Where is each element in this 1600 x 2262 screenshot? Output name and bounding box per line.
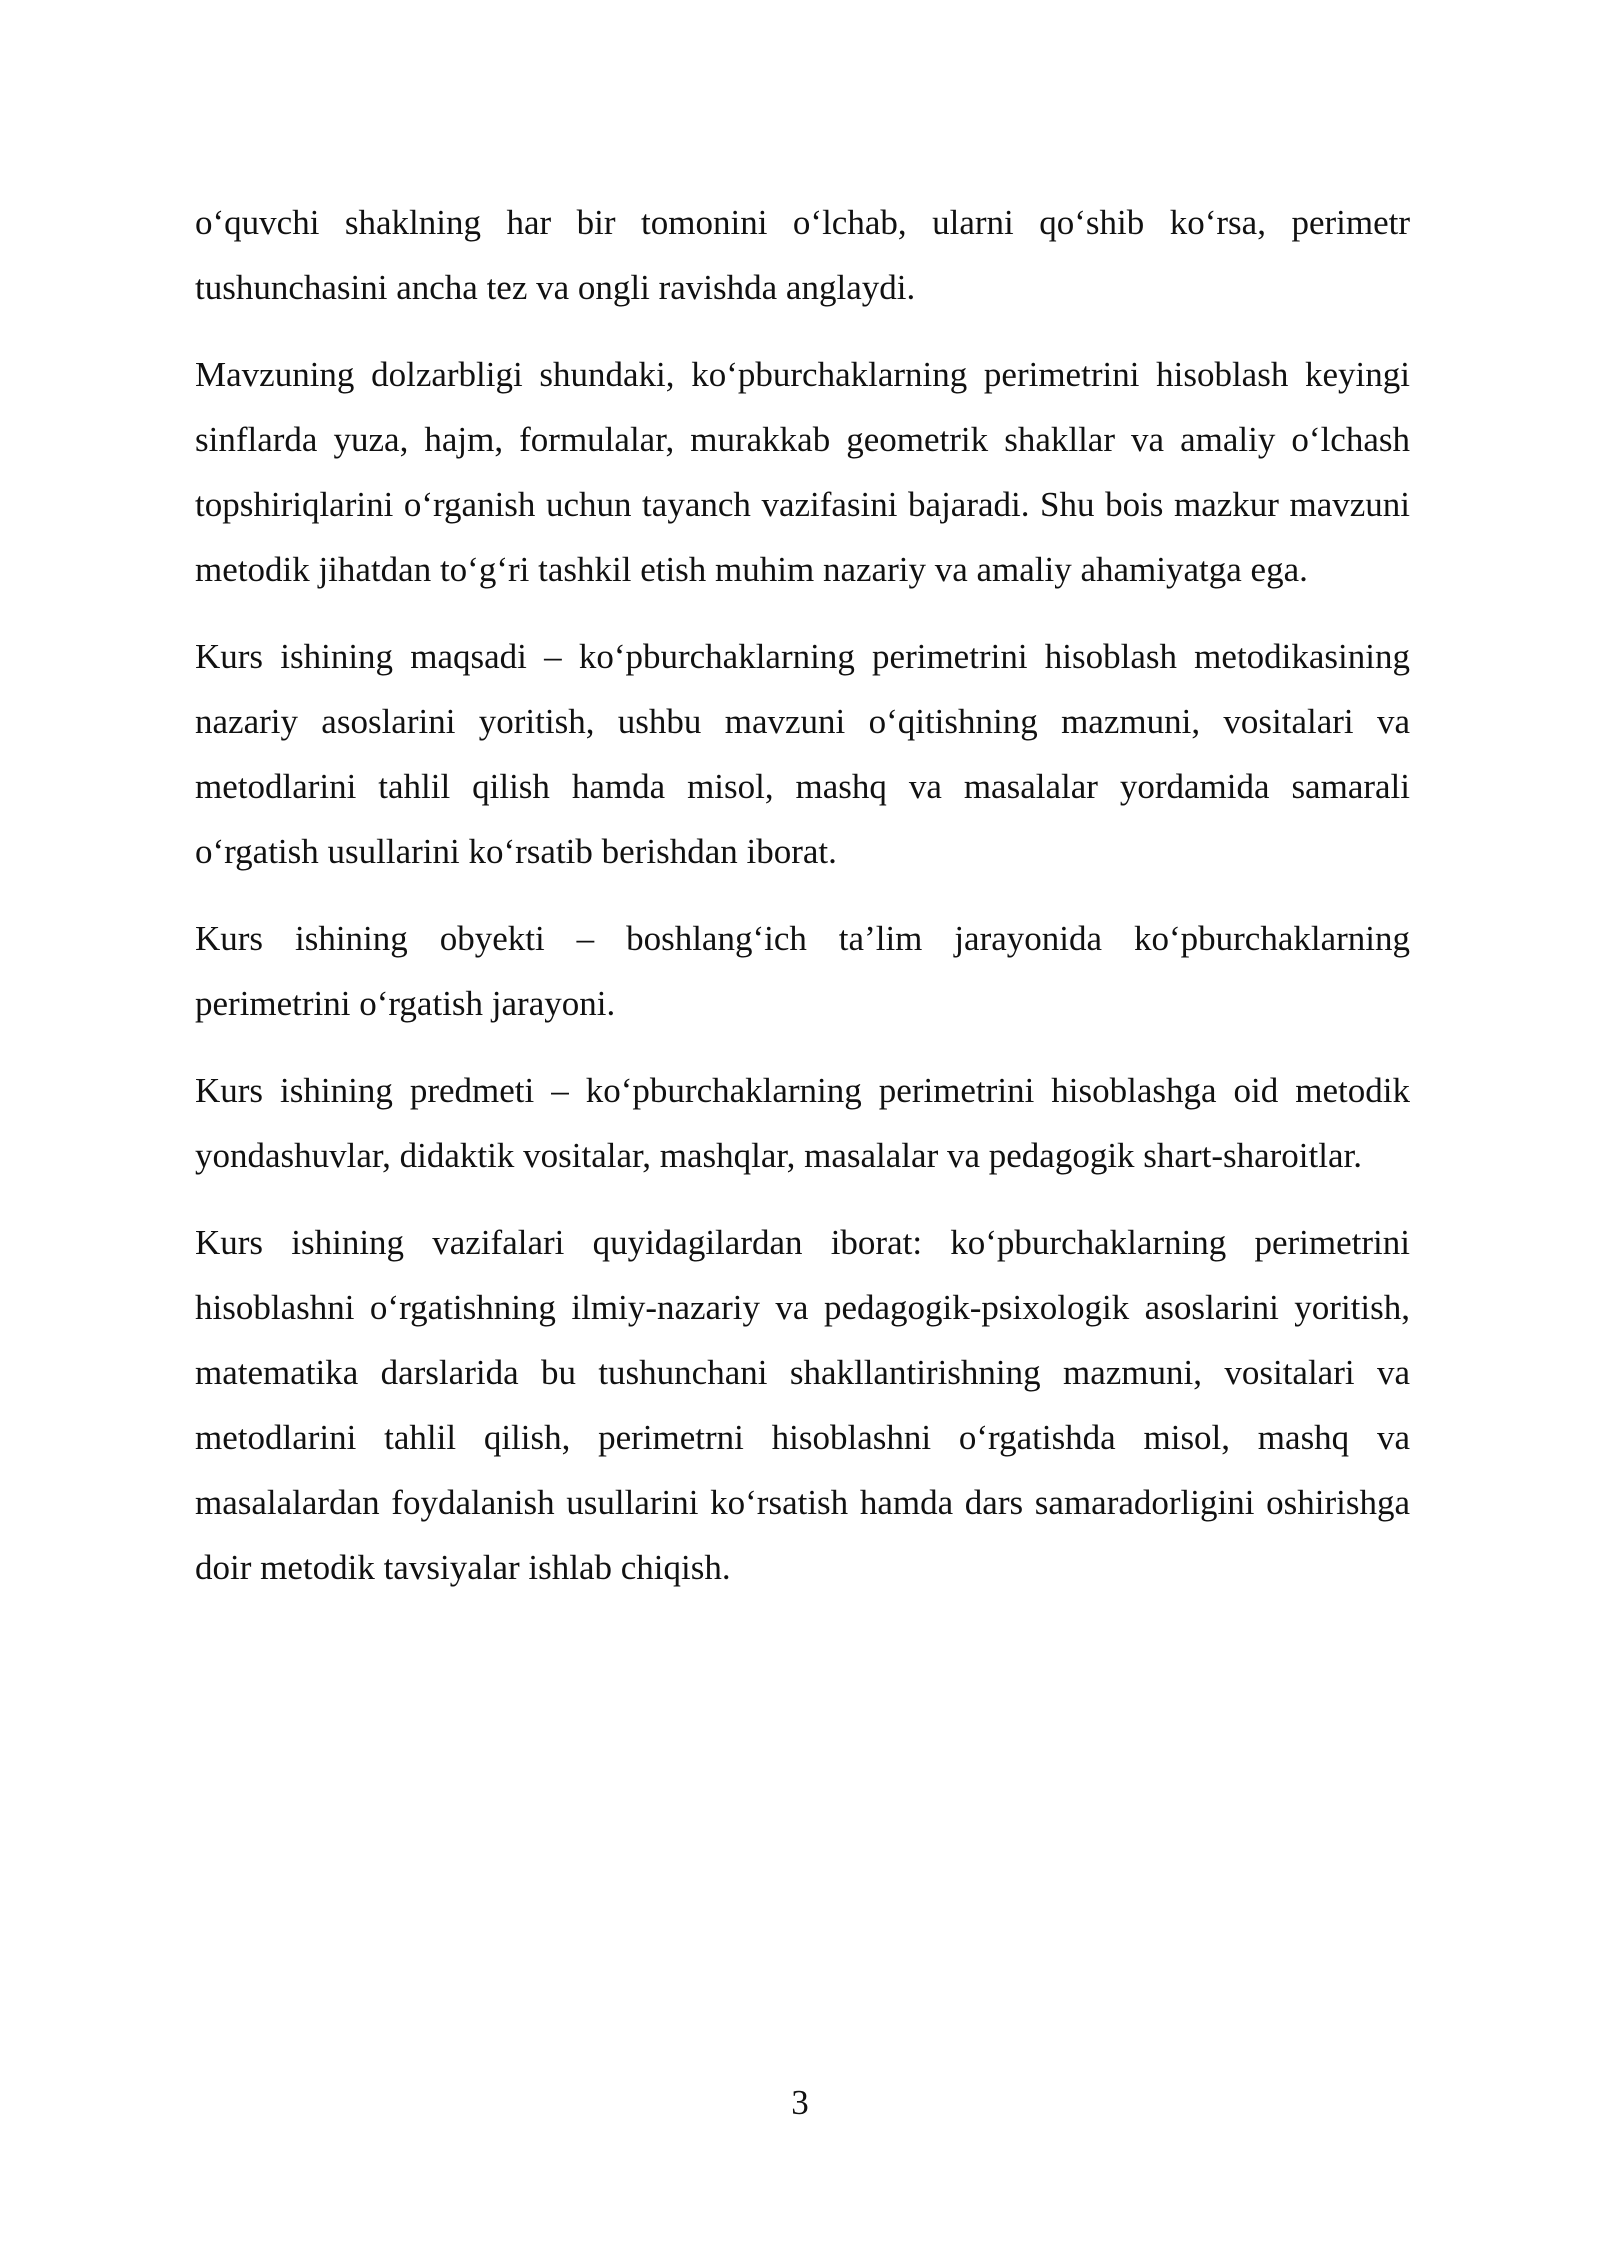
paragraph: o‘quvchi shaklning har bir tomonini o‘lchab, ularni qo‘shib ko‘rsa, perimetr tushunchasini ancha tez va ongli ravishda anglaydi.: [195, 203, 1410, 307]
paragraph: Mavzuning dolzarbligi shundaki, ko‘pburchaklarning perimetrini hisoblash keyingi sinflarda yuza, hajm, formulalar, murakkab geometrik shakllar va amaliy o‘lchash topshiriqlarini o‘rganish uchun tayanch vazifasini bajaradi. Shu bois mazkur mavzuni metodik jihatdan to‘g‘ri tashkil etish muhim nazariy va amaliy ahamiyatga ega.: [195, 355, 1410, 589]
paragraph: Kurs ishining predmeti – ko‘pburchaklarning perimetrini hisoblashga oid metodik yondashuvlar, didaktik vositalar, mashqlar, masalalar va pedagogik shart-sharoitlar.: [195, 1071, 1410, 1175]
paragraph: Kurs ishining obyekti – boshlang‘ich ta’lim jarayonida ko‘pburchaklarning perimetrini o‘rgatish jarayoni.: [195, 919, 1410, 1023]
page-number: 3: [791, 2083, 809, 2122]
paragraph: Kurs ishining maqsadi – ko‘pburchaklarning perimetrini hisoblash metodikasining nazariy asoslarini yoritish, ushbu mavzuni o‘qitishning mazmuni, vositalari va metodlarini tahlil qilish hamda misol, mashq va masalalar yordamida samarali o‘rgatish usullarini ko‘rsatib berishdan iborat.: [195, 637, 1410, 871]
body-text: [195, 190, 1410, 1622]
paragraph: Kurs ishining vazifalari quyidagilardan iborat: ko‘pburchaklarning perimetrini hisoblashni o‘rgatishning ilmiy-nazariy va pedagogik-psixologik asoslarini yoritish, matematika darslarida bu tushunchani shakllantirishning mazmuni, vositalari va metodlarini tahlil qilish, perimetrni hisoblashni o‘rgatishda misol, mashq va masalalardan foydalanish usullarini ko‘rsatish hamda dars samaradorligini oshirishga doir metodik tavsiyalar ishlab chiqish.: [195, 1223, 1410, 1587]
